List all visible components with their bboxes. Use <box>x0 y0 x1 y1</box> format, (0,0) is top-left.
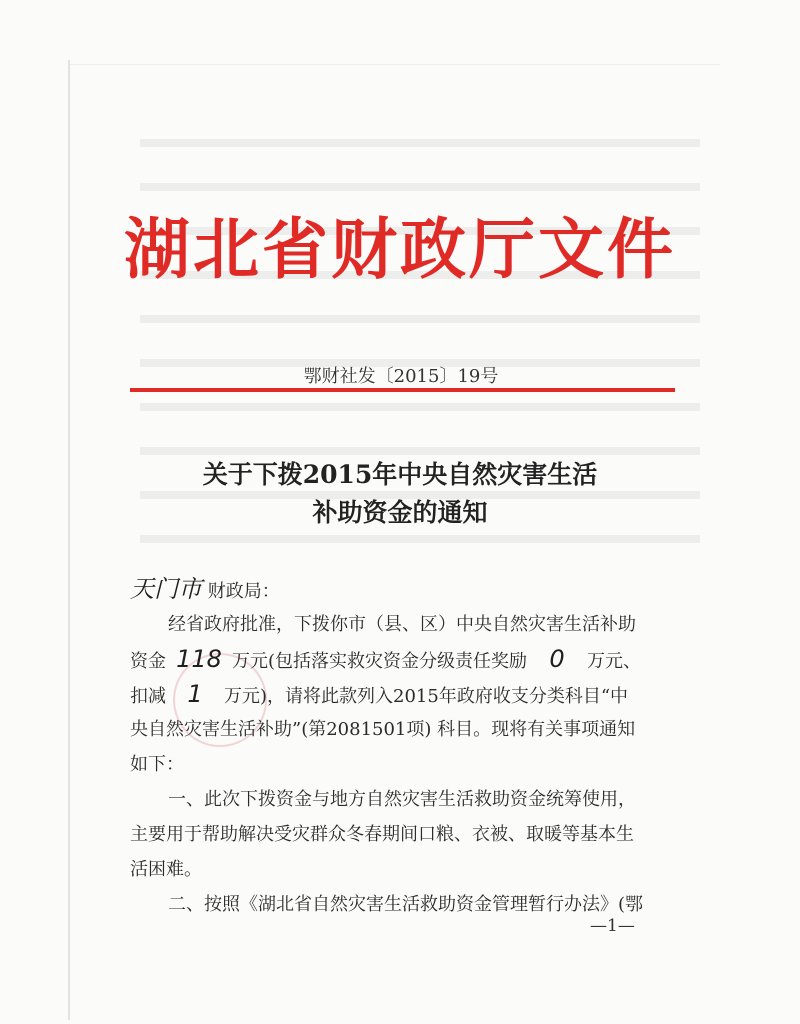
page-edge-left <box>68 60 70 1020</box>
handwritten-deduction: 1 <box>187 680 203 708</box>
page-number: —1— <box>590 916 635 936</box>
notice-title <box>120 456 680 532</box>
letterhead-title: 湖北省财政厅文件 <box>124 210 676 288</box>
handwritten-recipient: 天门市 <box>130 575 202 603</box>
title-line-2: 补助资金的通知 <box>312 498 488 527</box>
title-line-1: 关于下拨2015年中央自然灾害生活 <box>202 460 598 489</box>
body-line: 如下： <box>130 754 184 775</box>
body-line: 央自然灾害生活补助”(第2081501项) 科目。现将有关事项通知 <box>130 719 636 740</box>
body-line: 扣减 1 万元)，请将此款列入2015年政府收支分类科目“中 <box>130 677 690 712</box>
notice-body <box>130 572 690 922</box>
page-edge-top <box>70 64 720 65</box>
body-line: 主要用于帮助解决受灾群众冬春期间口粮、衣被、取暖等基本生 <box>130 824 634 845</box>
body-line: 经省政府批准，下拨你市（县、区）中央自然灾害生活补助 <box>168 614 636 635</box>
body-line: 一、此次下拨资金与地方自然灾害生活救助资金统筹使用， <box>168 789 636 810</box>
salutation <box>130 572 690 607</box>
salutation-text: 财政局： <box>207 581 280 602</box>
body-line: 活困难。 <box>130 859 202 880</box>
document-number: 鄂财社发〔2015〕19号 <box>303 366 499 387</box>
handwritten-amount: 118 <box>176 645 222 673</box>
body-line: 资金 118 万元(包括落实救灾资金分级责任奖励 0 万元、 <box>130 642 690 677</box>
handwritten-reward: 0 <box>549 645 565 673</box>
red-divider <box>130 388 675 392</box>
body-line: 二、按照《湖北省自然灾害生活救助资金管理暂行办法》(鄂 <box>168 894 644 915</box>
